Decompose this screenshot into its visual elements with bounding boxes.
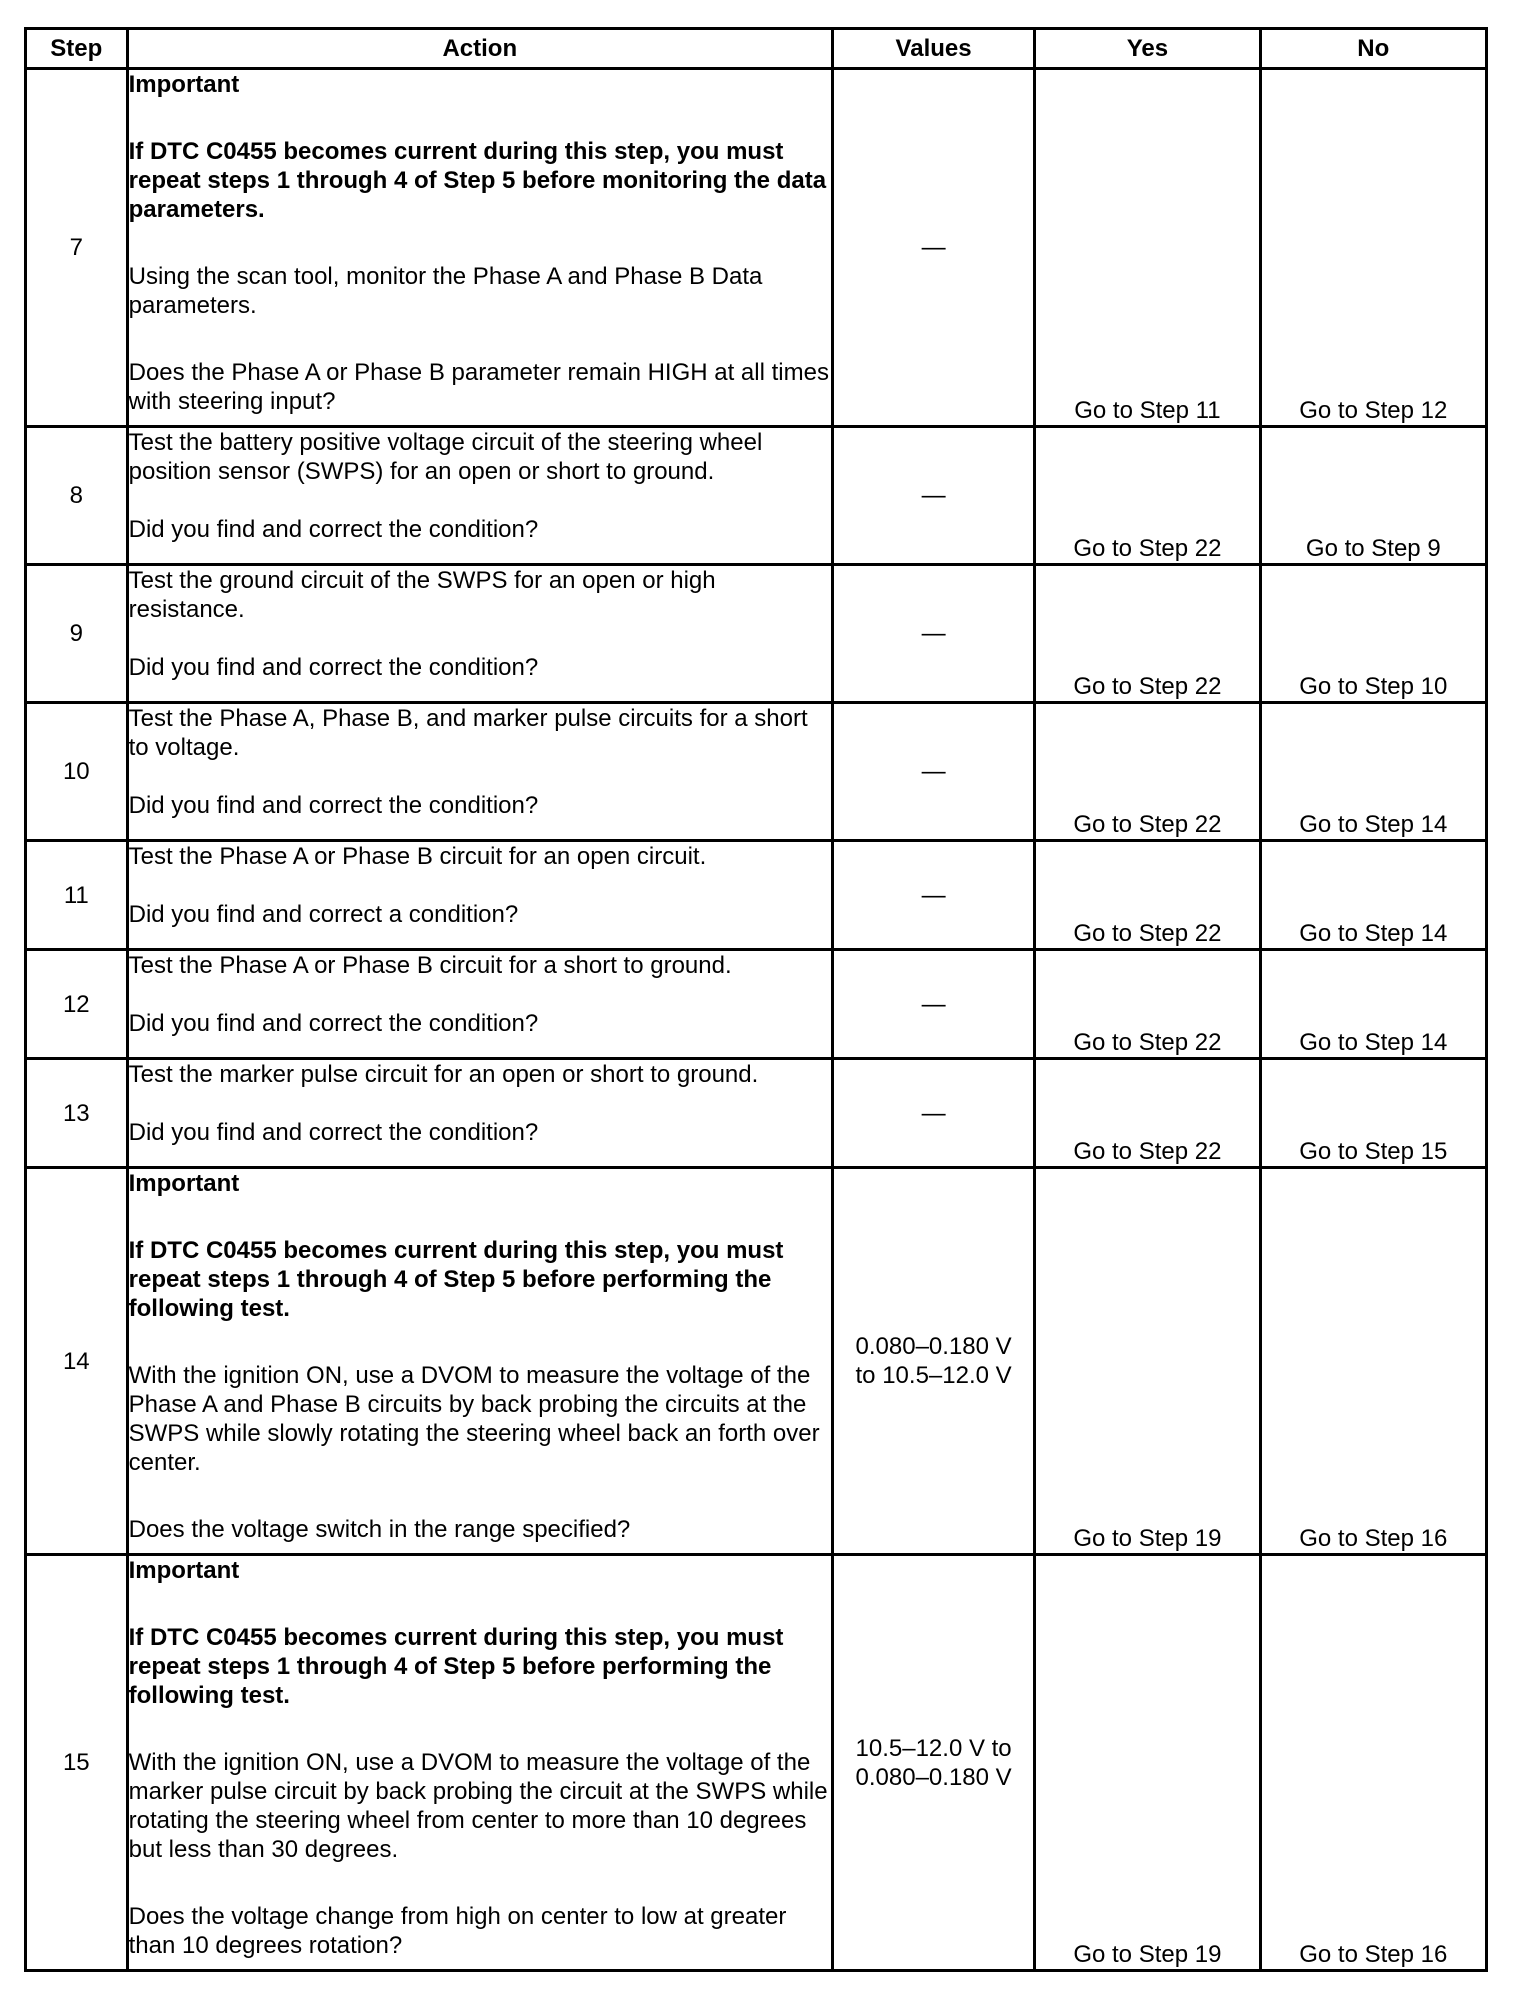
header-row xyxy=(26,29,1487,69)
yes-link[interactable]: Go to Step 22 xyxy=(1035,565,1260,703)
warning-text: If DTC C0455 becomes current during this step, you must repeat steps 1 through 4 of Step 5 before monitoring the data parameters. xyxy=(128,138,827,223)
action-cell xyxy=(127,69,832,427)
table-row xyxy=(26,1059,1487,1168)
values-cell xyxy=(832,1555,1034,1971)
header-values: Values xyxy=(832,29,1034,69)
yes-link[interactable]: Go to Step 11 xyxy=(1035,69,1260,427)
question-text: Did you find and correct the condition? xyxy=(128,1119,539,1146)
yes-link[interactable]: Go to Step 22 xyxy=(1035,1059,1260,1168)
step-number: 11 xyxy=(26,841,128,950)
instruction-text: Test the Phase A or Phase B circuit for a short to ground. xyxy=(128,952,732,979)
no-link[interactable]: Go to Step 16 xyxy=(1260,1555,1486,1971)
header-yes: Yes xyxy=(1035,29,1260,69)
step-number: 10 xyxy=(26,703,128,841)
action-cell xyxy=(127,427,832,565)
values-cell: — xyxy=(832,427,1034,565)
values-line: 0.080–0.180 V xyxy=(855,1763,1012,1791)
table-row xyxy=(26,565,1487,703)
question-text: Did you find and correct the condition? xyxy=(128,792,539,819)
no-link[interactable]: Go to Step 14 xyxy=(1260,703,1486,841)
header-action: Action xyxy=(127,29,832,69)
instruction-text: Test the marker pulse circuit for an open or short to ground. xyxy=(128,1061,759,1088)
yes-link[interactable]: Go to Step 22 xyxy=(1035,841,1260,950)
no-link[interactable]: Go to Step 16 xyxy=(1260,1168,1486,1555)
important-label: Important xyxy=(128,71,240,98)
table-row xyxy=(26,427,1487,565)
action-cell xyxy=(127,1059,832,1168)
table-row xyxy=(26,703,1487,841)
no-link[interactable]: Go to Step 15 xyxy=(1260,1059,1486,1168)
table-row xyxy=(26,950,1487,1059)
values-cell: — xyxy=(832,703,1034,841)
yes-link[interactable]: Go to Step 22 xyxy=(1035,703,1260,841)
instruction-text: Test the Phase A, Phase B, and marker pulse circuits for a short to voltage. xyxy=(128,705,808,761)
action-cell xyxy=(127,565,832,703)
table-row xyxy=(26,841,1487,950)
values-cell: — xyxy=(832,841,1034,950)
values-cell: — xyxy=(832,1059,1034,1168)
question-text: Did you find and correct the condition? xyxy=(128,1010,539,1037)
step-number: 12 xyxy=(26,950,128,1059)
no-link[interactable]: Go to Step 14 xyxy=(1260,841,1486,950)
step-number: 14 xyxy=(26,1168,128,1555)
table-row xyxy=(26,1555,1487,1971)
values-cell: — xyxy=(832,69,1034,427)
values-cell: — xyxy=(832,950,1034,1059)
step-number: 15 xyxy=(26,1555,128,1971)
no-link[interactable]: Go to Step 12 xyxy=(1260,69,1486,427)
step-number: 7 xyxy=(26,69,128,427)
action-cell xyxy=(127,1168,832,1555)
yes-link[interactable]: Go to Step 19 xyxy=(1035,1168,1260,1555)
no-link[interactable]: Go to Step 14 xyxy=(1260,950,1486,1059)
step-number: 8 xyxy=(26,427,128,565)
yes-link[interactable]: Go to Step 19 xyxy=(1035,1555,1260,1971)
instruction-text: With the ignition ON, use a DVOM to measure the voltage of the marker pulse circuit by back probing the circuit at the SWPS while rotating the steering wheel from center to more than 10 degrees but less than 30 degrees. xyxy=(128,1749,828,1863)
warning-text: If DTC C0455 becomes current during this step, you must repeat steps 1 through 4 of Step 5 before performing the following test. xyxy=(128,1237,784,1322)
warning-text: If DTC C0455 becomes current during this step, you must repeat steps 1 through 4 of Step 5 before performing the following test. xyxy=(128,1624,784,1709)
step-number: 9 xyxy=(26,565,128,703)
question-text: Does the voltage change from high on center to low at greater than 10 degrees rotation? xyxy=(128,1903,787,1959)
action-cell xyxy=(127,703,832,841)
values-cell: — xyxy=(832,565,1034,703)
values-cell xyxy=(832,1168,1034,1555)
yes-link[interactable]: Go to Step 22 xyxy=(1035,427,1260,565)
instruction-text: Test the Phase A or Phase B circuit for an open circuit. xyxy=(128,843,707,870)
header-no: No xyxy=(1260,29,1486,69)
question-text: Did you find and correct a condition? xyxy=(128,901,519,928)
values-line: to 10.5–12.0 V xyxy=(855,1362,1012,1389)
instruction-text: Test the ground circuit of the SWPS for an open or high resistance. xyxy=(128,567,716,623)
question-text: Does the voltage switch in the range specified? xyxy=(128,1516,631,1543)
values-line: 0.080–0.180 V xyxy=(855,1333,1012,1360)
values-line: 10.5–12.0 V to xyxy=(855,1734,1012,1762)
action-cell xyxy=(127,841,832,950)
question-text: Does the Phase A or Phase B parameter remain HIGH at all times with steering input? xyxy=(128,359,829,415)
important-label: Important xyxy=(128,1170,240,1197)
important-label: Important xyxy=(128,1557,240,1584)
header-step: Step xyxy=(26,29,128,69)
action-cell xyxy=(127,1555,832,1971)
table-row xyxy=(26,1168,1487,1555)
instruction-text: Test the battery positive voltage circuit of the steering wheel position sensor (SWPS) for an open or short to ground. xyxy=(128,429,763,485)
no-link[interactable]: Go to Step 9 xyxy=(1260,427,1486,565)
no-link[interactable]: Go to Step 10 xyxy=(1260,565,1486,703)
question-text: Did you find and correct the condition? xyxy=(128,654,539,681)
instruction-text: Using the scan tool, monitor the Phase A and Phase B Data parameters. xyxy=(128,263,763,319)
question-text: Did you find and correct the condition? xyxy=(128,516,539,543)
diagnostic-table xyxy=(24,27,1488,1972)
instruction-text: With the ignition ON, use a DVOM to measure the voltage of the Phase A and Phase B circuits by back probing the circuits at the SWPS while slowly rotating the steering wheel back an forth over center. xyxy=(128,1362,820,1476)
table-row xyxy=(26,69,1487,427)
step-number: 13 xyxy=(26,1059,128,1168)
action-cell xyxy=(127,950,832,1059)
yes-link[interactable]: Go to Step 22 xyxy=(1035,950,1260,1059)
